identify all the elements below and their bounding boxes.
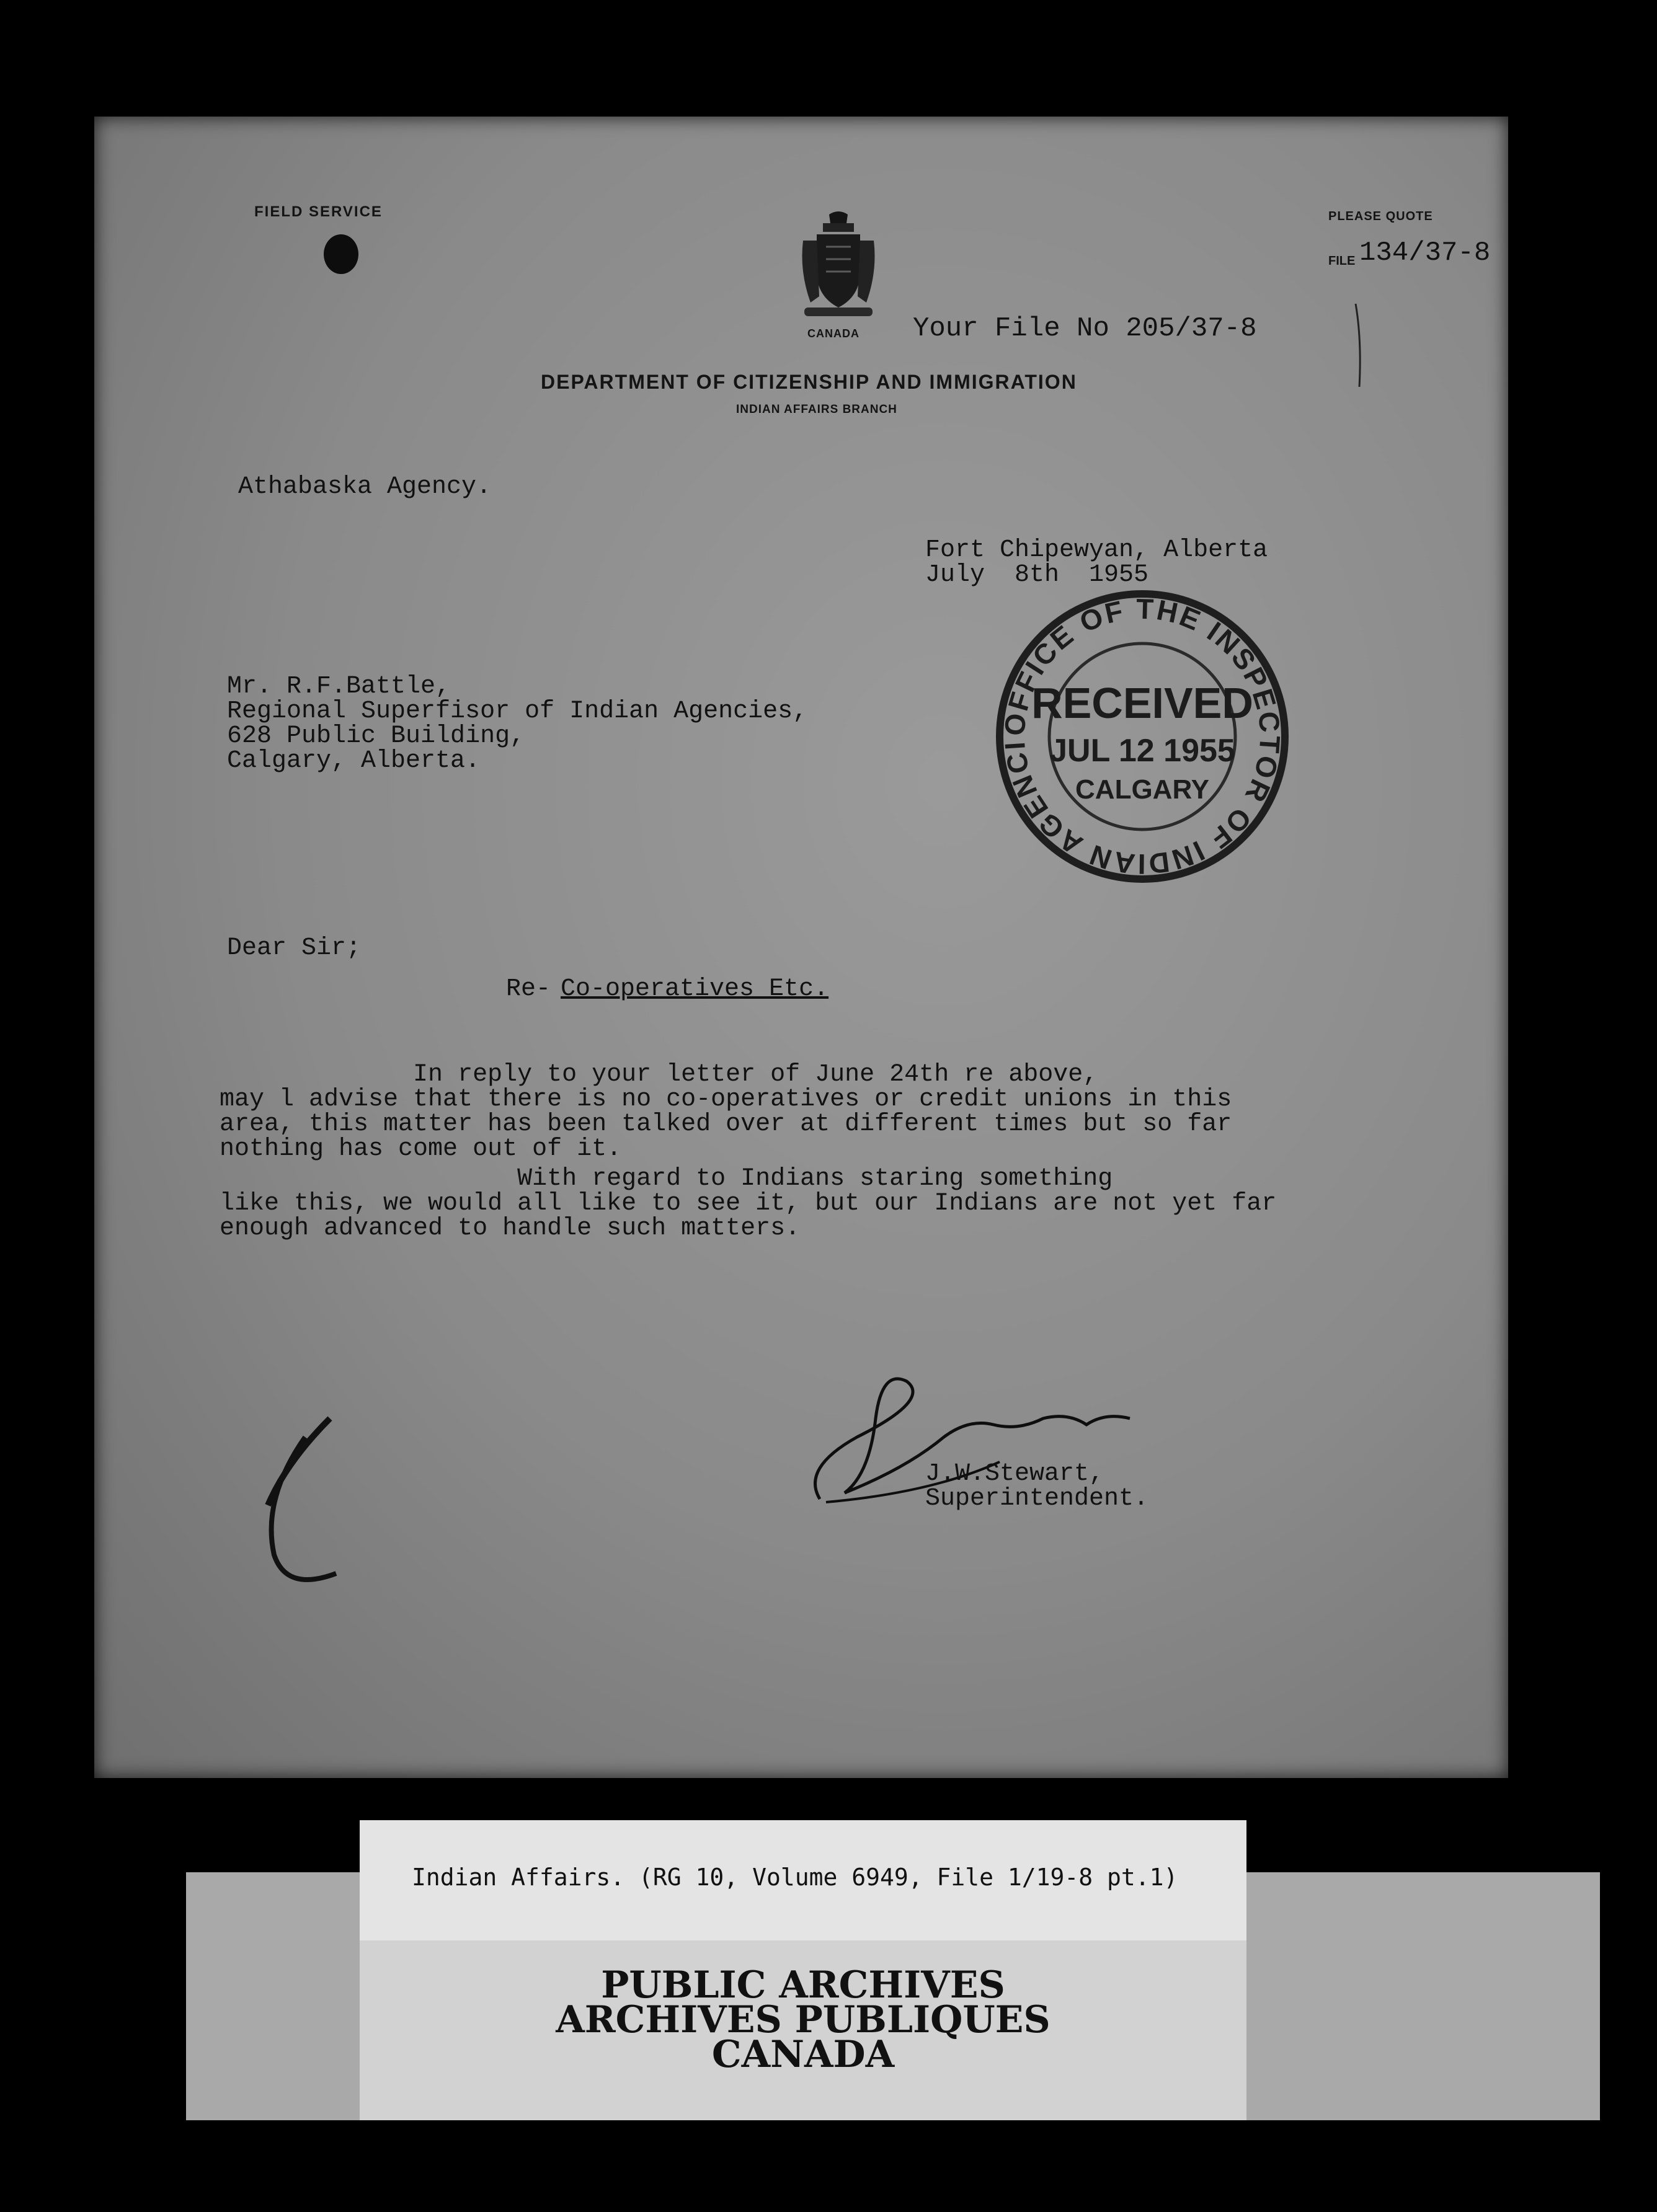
body-line: area, this matter has been talked over at different times but so far [220, 1110, 1232, 1138]
body-line: With regard to Indians staring something [220, 1165, 1113, 1193]
signer-title: Superintendent. [925, 1485, 1149, 1513]
department-heading: DEPARTMENT OF CITIZENSHIP AND IMMIGRATION [541, 371, 1077, 393]
ink-blot [324, 234, 358, 274]
recipient-line: Calgary, Alberta. [227, 747, 481, 775]
file-label: FILE [1328, 254, 1356, 268]
agency-line: Athabaska Agency. [238, 473, 492, 501]
date-line: July 8th 1955 [925, 561, 1149, 589]
file-number: 134/37-8 [1359, 237, 1491, 268]
recipient-line: Mr. R.F.Battle, [227, 673, 451, 701]
body-line: nothing has come out of it. [220, 1135, 622, 1163]
body-line: In reply to your letter of June 24th re above, [220, 1061, 1098, 1089]
archive-stamp-card [360, 1940, 1246, 2120]
archive-line: CANADA [711, 2033, 895, 2076]
subject-line: Co-operatives Etc. [561, 975, 829, 1003]
svg-text:OFFICE OF THE INSPECTOR OF IND [987, 582, 1287, 880]
body-line: may l advise that there is no co-operatives or credit unions in this [220, 1086, 1232, 1113]
please-quote-label: PLEASE QUOTE [1328, 210, 1433, 223]
signer-name: J.W.Stewart, [925, 1460, 1104, 1488]
stamp-city: CALGARY [1075, 774, 1209, 805]
archive-reference: Indian Affairs. (RG 10, Volume 6949, File 1/19-8 pt.1) [412, 1864, 1178, 1891]
body-line: enough advanced to handle such matters. [220, 1214, 801, 1242]
country-label: CANADA [807, 327, 860, 340]
archive-line: ARCHIVES PUBLIQUES [556, 1998, 1051, 2042]
handwritten-mark [249, 1412, 349, 1598]
place-line: Fort Chipewyan, Alberta [925, 536, 1268, 564]
stamp-date: JUL 12 1955 [1049, 733, 1235, 769]
branch-heading: INDIAN AFFAIRS BRANCH [736, 403, 897, 416]
received-stamp [987, 582, 1297, 891]
recipient-line: Regional Superfisor of Indian Agencies, [227, 697, 808, 725]
pencil-mark [1353, 303, 1366, 389]
recipient-address [227, 675, 807, 774]
letter-page [94, 117, 1508, 1778]
stamp-received: RECEIVED [1031, 679, 1253, 727]
archive-line: PUBLIC ARCHIVES [601, 1963, 1005, 2007]
letter-body [220, 1063, 1276, 1241]
your-file-number: Your File No 205/37-8 [913, 313, 1257, 344]
re-prefix: Re- [506, 975, 551, 1003]
archive-stamp-text [360, 1963, 1246, 2076]
field-service-label: FIELD SERVICE [254, 203, 383, 220]
coat-of-arms-icon [798, 210, 879, 321]
body-line: like this, we would all like to see it, but our Indians are not yet far [220, 1190, 1277, 1218]
recipient-line: 628 Public Building, [227, 722, 525, 750]
stamp-ring-text: OFFICE OF THE INSPECTOR OF INDIAN AGENCI [998, 592, 1287, 881]
salutation: Dear Sir; [227, 934, 362, 962]
archive-reference-card [360, 1820, 1246, 1942]
